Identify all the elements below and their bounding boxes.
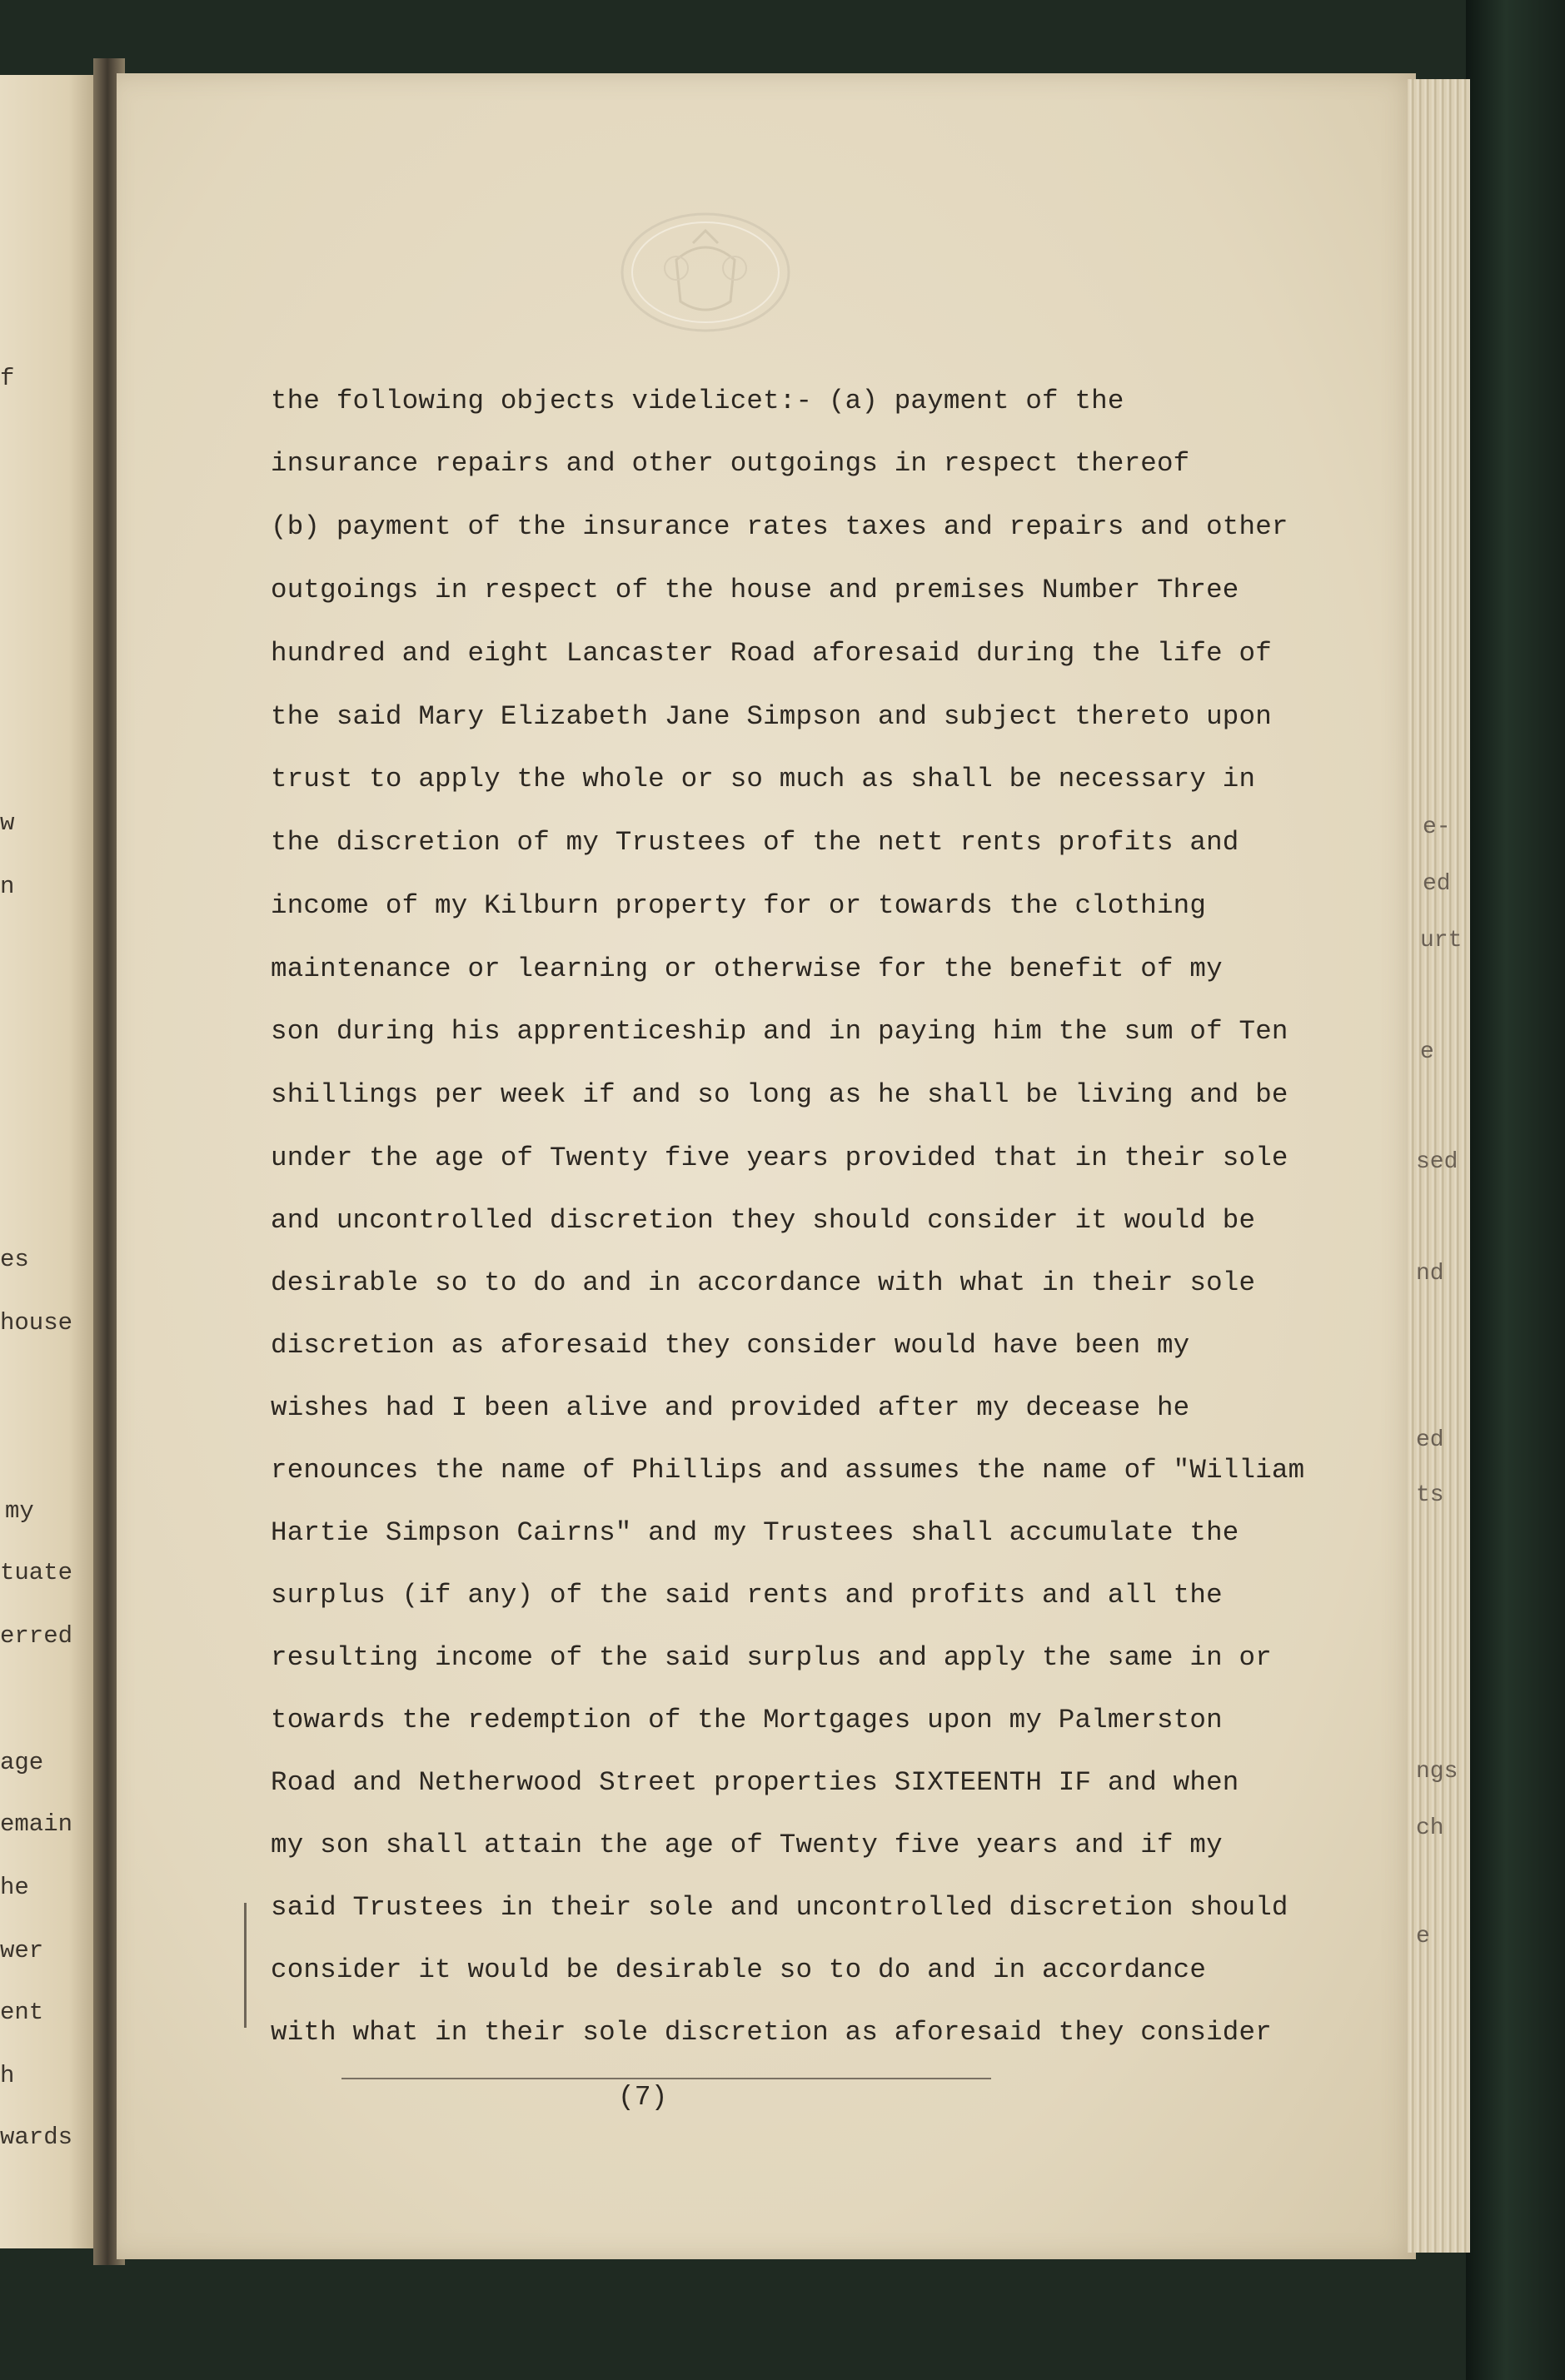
text-line: renounces the name of Phillips and assumes the name of "William (271, 1455, 1305, 1486)
text-line: income of my Kilburn property for or towards the clothing (271, 890, 1207, 921)
left-page-fragment: my (5, 1497, 34, 1525)
text-line: the said Mary Elizabeth Jane Simpson and subject thereto upon (271, 701, 1272, 732)
left-page-fragment: h (0, 2062, 15, 2089)
edge-fragment: nd (1416, 1261, 1444, 1287)
text-line: said Trustees in their sole and uncontrolled discretion should (271, 1892, 1288, 1923)
edge-fragment: ed (1416, 1427, 1444, 1453)
text-line: hundred and eight Lancaster Road aforesaid during the life of (271, 638, 1272, 669)
margin-mark (244, 1903, 247, 2028)
left-page-fragment: f (0, 365, 15, 392)
text-line: the following objects videlicet:- (a) payment of the (271, 386, 1124, 416)
left-page-fragment: ent (0, 1999, 44, 2026)
text-line: trust to apply the whole or so much as shall be necessary in (271, 764, 1256, 794)
left-page-fragment: w (0, 809, 15, 837)
left-page-fragment: es (0, 1246, 29, 1273)
left-page-fragment: erred (0, 1622, 73, 1650)
text-line: with what in their sole discretion as aforesaid they consider (271, 2017, 1272, 2048)
text-line: (b) payment of the insurance rates taxes and repairs and other (271, 511, 1288, 542)
text-line: the discretion of my Trustees of the nett rents profits and (271, 827, 1239, 858)
footer-rule (341, 2078, 991, 2079)
text-line: Hartie Simpson Cairns" and my Trustees shall accumulate the (271, 1517, 1239, 1548)
edge-fragment: ts (1416, 1482, 1444, 1508)
text-line: son during his apprenticeship and in paying him the sum of Ten (271, 1016, 1288, 1047)
edge-fragment: e (1416, 1924, 1430, 1949)
edge-fragment: ch (1416, 1815, 1444, 1841)
edge-fragment: e (1420, 1039, 1434, 1065)
text-line: insurance repairs and other outgoings in respect thereof (271, 448, 1190, 479)
text-line: towards the redemption of the Mortgages upon my Palmerston (271, 1705, 1223, 1735)
text-line: desirable so to do and in accordance with what in their sole (271, 1267, 1256, 1298)
text-line: surplus (if any) of the said rents and profits and all the (271, 1580, 1223, 1611)
text-line: shillings per week if and so long as he shall be living and be (271, 1079, 1288, 1110)
edge-fragment: ngs (1416, 1759, 1458, 1785)
left-page-fragment: emain (0, 1810, 73, 1838)
text-line: Road and Netherwood Street properties SIXTEENTH IF and when (271, 1767, 1239, 1798)
edge-fragment: sed (1416, 1149, 1458, 1175)
left-facing-page (0, 75, 98, 2248)
text-line: wishes had I been alive and provided after my decease he (271, 1392, 1190, 1423)
left-page-fragment: house (0, 1309, 73, 1337)
book-cover (1466, 0, 1565, 2380)
text-line: consider it would be desirable so to do and in accordance (271, 1954, 1207, 1985)
text-line: under the age of Twenty five years provided that in their sole (271, 1143, 1288, 1173)
left-page-fragment: he (0, 1874, 29, 1901)
embossed-seal (618, 210, 793, 335)
text-line: my son shall attain the age of Twenty five years and if my (271, 1830, 1223, 1860)
edge-fragment: ed (1423, 871, 1451, 897)
text-line: outgoings in respect of the house and premises Number Three (271, 575, 1239, 605)
left-page-fragment: tuate (0, 1559, 73, 1586)
edge-fragment: e- (1423, 814, 1451, 840)
left-page-fragment: wards (0, 2124, 73, 2151)
text-line: and uncontrolled discretion they should consider it would be (271, 1205, 1256, 1236)
left-page-fragment: n (0, 873, 15, 900)
text-line: resulting income of the said surplus and apply the same in or (271, 1642, 1272, 1673)
edge-fragment: urt (1420, 928, 1463, 953)
left-page-fragment: wer (0, 1937, 44, 1964)
page-number: (7) (618, 2082, 668, 2113)
text-line: maintenance or learning or otherwise for the benefit of my (271, 953, 1223, 984)
left-page-fragment: age (0, 1749, 44, 1776)
text-line: discretion as aforesaid they consider would have been my (271, 1330, 1190, 1361)
